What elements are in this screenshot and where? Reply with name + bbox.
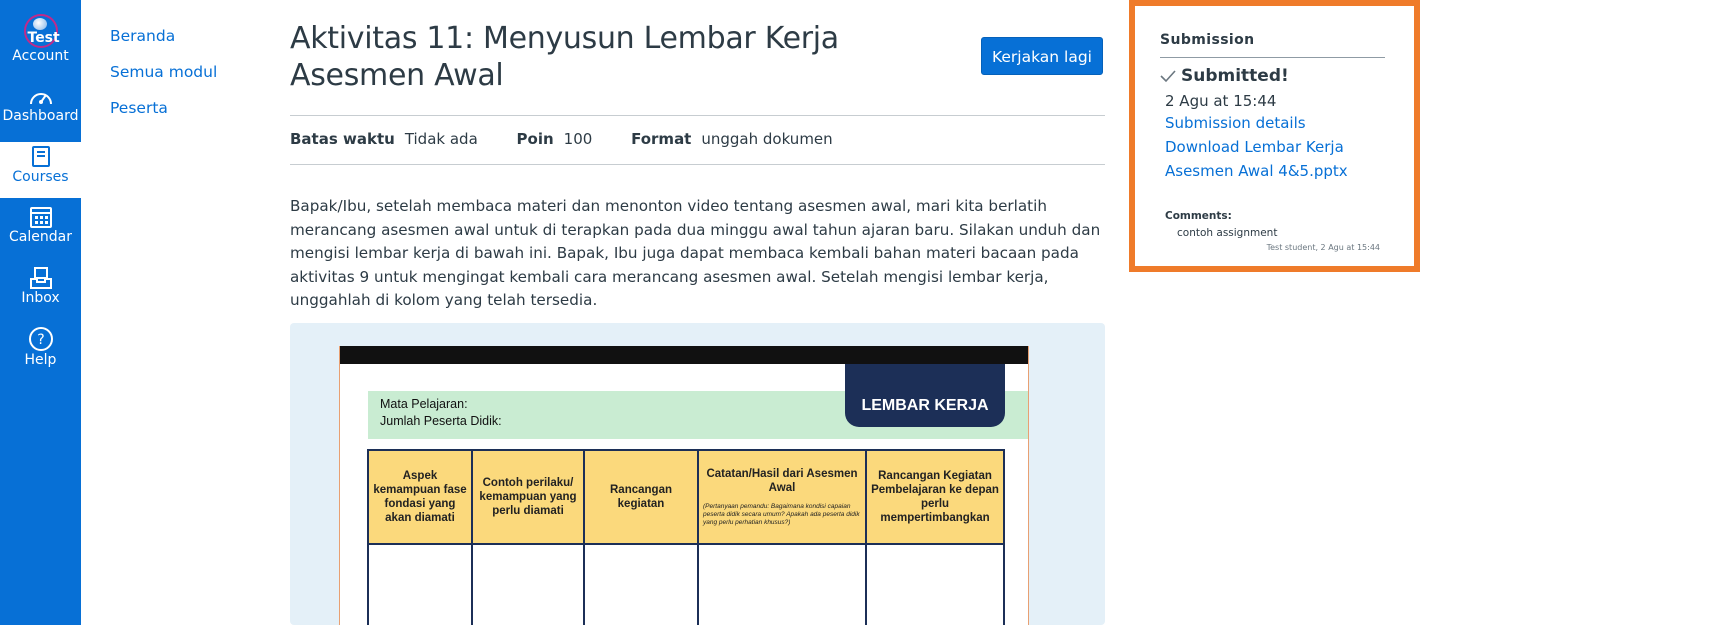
avatar-icon bbox=[33, 18, 47, 30]
course-nav-modules[interactable]: Semua modul bbox=[110, 63, 218, 81]
courses-icon bbox=[29, 145, 53, 169]
comment-text: contoh assignment bbox=[1177, 227, 1278, 239]
divider bbox=[290, 115, 1105, 116]
worksheet-badge bbox=[845, 364, 1005, 427]
account-avatar bbox=[24, 14, 58, 48]
dashboard-nav-item[interactable] bbox=[0, 86, 81, 124]
retry-submission-button[interactable]: Kerjakan lagi bbox=[981, 37, 1103, 75]
worksheet-cell bbox=[472, 544, 584, 625]
help-nav-item[interactable] bbox=[0, 326, 81, 368]
inbox-nav-item[interactable] bbox=[0, 266, 81, 306]
assignment-meta bbox=[290, 129, 867, 149]
worksheet-col-2: Contoh perilaku/ kemampuan yang perlu diamati bbox=[472, 450, 584, 544]
worksheet-slide bbox=[339, 346, 1029, 625]
worksheet-col-1: Aspek kemampuan fase fondasi yang akan diamati bbox=[368, 450, 472, 544]
points-info bbox=[517, 129, 593, 149]
worksheet-cell bbox=[368, 544, 472, 625]
calendar-label: Calendar bbox=[9, 229, 72, 245]
worksheet-cell bbox=[866, 544, 1004, 625]
account-avatar-text: Test bbox=[27, 30, 60, 46]
worksheet-col-3: Rancangan kegiatan bbox=[584, 450, 698, 544]
calendar-icon bbox=[29, 205, 53, 229]
points-value: 100 bbox=[563, 130, 593, 148]
dashboard-icon bbox=[28, 86, 54, 108]
help-label: Help bbox=[24, 352, 57, 368]
submission-heading: Submission bbox=[1160, 32, 1255, 48]
worksheet-badge-text: LEMBAR KERJA bbox=[861, 397, 989, 414]
svg-text:?: ? bbox=[36, 332, 45, 348]
due-value: Tidak ada bbox=[404, 130, 478, 148]
worksheet-col-5: Rancangan Kegiatan Pembelajaran ke depan perlu mempertimbangkan bbox=[866, 450, 1004, 544]
comment-meta: Test student, 2 Agu at 15:44 bbox=[1266, 243, 1380, 252]
courses-label: Courses bbox=[12, 169, 69, 185]
inbox-label: Inbox bbox=[21, 290, 60, 306]
document-preview[interactable] bbox=[290, 323, 1105, 625]
global-nav bbox=[0, 0, 81, 625]
submission-divider bbox=[1160, 57, 1385, 58]
comments-label: Comments: bbox=[1165, 210, 1232, 222]
due-label: Batas waktu bbox=[290, 130, 395, 148]
submission-details-link[interactable]: Submission details bbox=[1165, 114, 1306, 132]
inbox-icon bbox=[29, 266, 53, 290]
calendar-nav-item[interactable] bbox=[0, 205, 81, 245]
field-students: Jumlah Peserta Didik: bbox=[380, 414, 502, 428]
course-nav-home[interactable]: Beranda bbox=[110, 27, 176, 45]
submission-panel bbox=[1129, 0, 1420, 272]
submission-status-text: Submitted! bbox=[1181, 66, 1289, 86]
worksheet-body-row bbox=[368, 544, 1004, 625]
divider bbox=[290, 164, 1105, 165]
account-label: Account bbox=[12, 48, 69, 64]
format-info bbox=[631, 129, 833, 149]
field-subject: Mata Pelajaran: bbox=[380, 397, 468, 411]
worksheet-col-4-note: (Pertanyaan pemandu: Bagaimana kondisi capaian peserta didik secara umum? Apakah ada peserta didik yang perlu perhatian khusus?) bbox=[703, 503, 860, 526]
slide-fields bbox=[380, 396, 502, 430]
course-nav bbox=[110, 25, 217, 133]
worksheet-cell bbox=[584, 544, 698, 625]
page-title: Aktivitas 11: Menyusun Lembar Kerja Asesmen Awal bbox=[290, 21, 839, 93]
worksheet-col-4 bbox=[698, 450, 866, 544]
slide-top-bar bbox=[340, 346, 1028, 364]
assignment-description: Bapak/Ibu, setelah membaca materi dan menonton video tentang asesmen awal, mari kita berlatih merancang asesmen awal untuk di terapkan pada dua minggu awal tahun ajaran baru. Silakan unduh dan mengisi lembar kerja di bawah ini. Bapak, Ibu juga dapat membaca kembali bahan materi bacaan pada aktivitas 9 untuk mengingat kembali cara merancang asesmen awal. Setelah mengisi lembar kerja, unggahlah di kolom yang telah tersedia. bbox=[290, 197, 1101, 309]
worksheet-header-row bbox=[368, 450, 1004, 544]
worksheet-table bbox=[367, 449, 1005, 625]
worksheet-cell bbox=[698, 544, 866, 625]
points-label: Poin bbox=[516, 130, 554, 148]
due-info bbox=[290, 129, 478, 149]
submission-date: 2 Agu at 15:44 bbox=[1165, 92, 1277, 110]
help-icon bbox=[28, 326, 54, 352]
format-label: Format bbox=[631, 130, 692, 148]
submission-status bbox=[1160, 66, 1289, 86]
course-nav-people[interactable]: Peserta bbox=[110, 99, 168, 117]
format-value: unggah dokumen bbox=[701, 130, 833, 148]
download-file-link[interactable]: Download Lembar Kerja Asesmen Awal 4&5.pptx bbox=[1165, 138, 1348, 180]
checkmark-icon bbox=[1160, 69, 1176, 83]
account-nav-item[interactable] bbox=[0, 14, 81, 64]
courses-nav-item[interactable] bbox=[0, 142, 81, 198]
dashboard-label: Dashboard bbox=[2, 108, 79, 124]
worksheet-col-4-title: Catatan/Hasil dari Asesmen Awal bbox=[706, 468, 858, 494]
